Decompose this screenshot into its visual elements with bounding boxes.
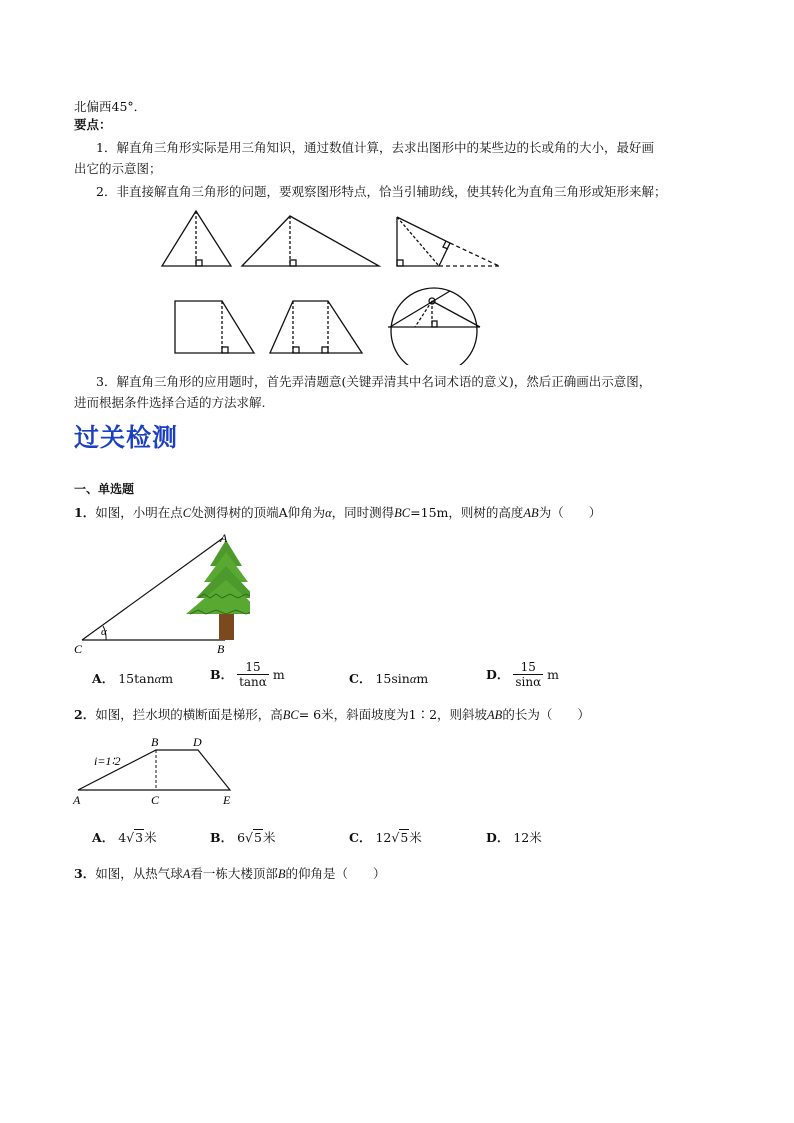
key-points-label: 要点：	[74, 117, 112, 132]
stem-text: ，则斜坡	[437, 707, 488, 722]
var-bc: BC	[282, 708, 299, 722]
option-unit: m	[416, 671, 429, 686]
question-number: 1．	[74, 505, 96, 520]
dam-figure	[70, 732, 250, 810]
label-b: B	[151, 735, 159, 749]
stem-text: 处测得树的顶端A仰角为	[191, 505, 326, 520]
option-unit: m	[272, 666, 285, 682]
stem-text: 的仰角是（ ）	[285, 866, 386, 881]
point-1-line-a: 1．解直角三角形实际是用三角知识，通过数值计算，去求出图形中的某些边的长或角的大小，最好画	[96, 140, 654, 155]
figure-circle-tangent	[388, 288, 480, 365]
numerator: 15	[237, 660, 269, 675]
option-alpha: α	[409, 672, 417, 686]
label-a: A	[73, 793, 81, 807]
var-a: A	[182, 867, 191, 881]
figure-right-trapezoid	[175, 301, 254, 353]
numerator: 15	[513, 660, 543, 675]
label-e: E	[223, 793, 231, 807]
option-alpha: α	[154, 672, 162, 686]
option-value: 12米	[513, 830, 542, 845]
option-value: 15tan	[118, 671, 155, 686]
denominator: sinα	[515, 675, 542, 689]
figure-isosceles-altitude	[162, 211, 231, 266]
var-b: B	[277, 867, 286, 881]
slope-ratio: 1∶2	[408, 707, 438, 722]
label-c: C	[151, 793, 160, 807]
label-c: C	[74, 642, 83, 656]
option-key: D．	[486, 830, 510, 845]
radicand: 5	[400, 830, 409, 845]
q1-option-a[interactable]	[92, 670, 173, 688]
question-number: 2．	[74, 707, 96, 722]
radicand: 3	[135, 830, 144, 845]
option-key: C．	[349, 830, 372, 845]
option-unit: 米	[409, 830, 422, 845]
stem-text: 为（ ）	[538, 505, 602, 520]
figure-isosceles-trapezoid	[270, 301, 362, 353]
sightline	[82, 538, 223, 640]
question-2-stem	[74, 706, 590, 724]
stem-text: 如图，小明在点	[95, 505, 183, 520]
option-key: B．	[210, 666, 234, 682]
figure-right-triangle-extension	[397, 217, 499, 266]
q2-option-c[interactable]	[349, 829, 422, 847]
sqrt: √5	[245, 830, 262, 845]
q2-option-b[interactable]	[210, 829, 275, 847]
var-c: C	[182, 506, 192, 520]
option-unit: m	[547, 666, 560, 682]
intro-line: 北偏西45°．	[74, 99, 147, 114]
auxiliary-line-figures	[150, 205, 520, 365]
option-key: C．	[349, 671, 372, 686]
stem-text: 如图，从热气球	[95, 866, 183, 881]
point-2-line: 2．非直接解直角三角形的问题，要观察图形特点，恰当引辅助线，使其转化为直角三角形或矩形来解；	[96, 184, 667, 199]
q1-option-b[interactable]	[210, 660, 285, 689]
q1-option-d[interactable]	[486, 660, 559, 689]
q2-option-d[interactable]	[486, 829, 542, 847]
tree-figure	[70, 528, 250, 658]
tree-icon	[186, 540, 250, 640]
q2-option-a[interactable]	[92, 829, 157, 847]
question-number: 3．	[74, 866, 96, 881]
option-key: D．	[486, 666, 510, 682]
stem-text: 如图，拦水坝的横断面是梯形，高	[95, 707, 283, 722]
coefficient: 4	[118, 830, 127, 845]
label-slope: i=1∶2	[94, 754, 121, 768]
fraction	[237, 660, 269, 689]
section-title: 过关检测	[74, 423, 179, 452]
stem-equation: =15m	[410, 505, 449, 520]
figure-triangle-altitude	[242, 216, 379, 266]
point-1-line-b: 出它的示意图；	[74, 161, 162, 176]
var-ab: AB	[487, 708, 503, 722]
stem-text: ，则树的高度	[448, 505, 524, 520]
sqrt: √5	[391, 830, 409, 845]
question-3-stem	[74, 865, 386, 883]
stem-text: 米，斜面坡度为	[321, 707, 409, 722]
var-alpha: α	[325, 506, 332, 520]
option-key: A．	[92, 830, 115, 845]
coefficient: 12	[375, 830, 392, 845]
label-d: D	[193, 735, 202, 749]
option-value: 15sin	[375, 671, 410, 686]
point-3-line-a: 3．解直角三角形的应用题时，首先弄清题意(关键弄清其中名词术语的意义)，然后正确画出示意图，	[96, 374, 652, 389]
sqrt: √3	[126, 830, 144, 845]
q1-option-c[interactable]	[349, 670, 428, 688]
stem-text: 看一栋大楼顶部	[190, 866, 278, 881]
stem-equation: = 6	[298, 707, 322, 722]
coefficient: 6	[237, 830, 246, 845]
option-unit: 米	[262, 830, 276, 845]
option-unit: 米	[144, 830, 157, 845]
option-unit: m	[161, 671, 174, 686]
option-key: A．	[92, 671, 115, 686]
stem-text: 的长为（ ）	[502, 707, 590, 722]
label-a: A	[220, 531, 228, 545]
fraction	[513, 660, 543, 689]
var-bc: BC	[394, 506, 411, 520]
option-key: B．	[210, 830, 234, 845]
radicand: 5	[254, 830, 262, 845]
denominator: tanα	[239, 675, 267, 689]
var-ab: AB	[523, 506, 539, 520]
question-1-stem	[74, 504, 601, 522]
section-subtitle: 一、单选题	[74, 482, 135, 496]
label-alpha: α	[101, 626, 107, 638]
stem-text: ，同时测得	[331, 505, 395, 520]
point-3-line-b: 进而根据条件选择合适的方法求解.	[74, 395, 266, 410]
label-b: B	[217, 642, 225, 656]
